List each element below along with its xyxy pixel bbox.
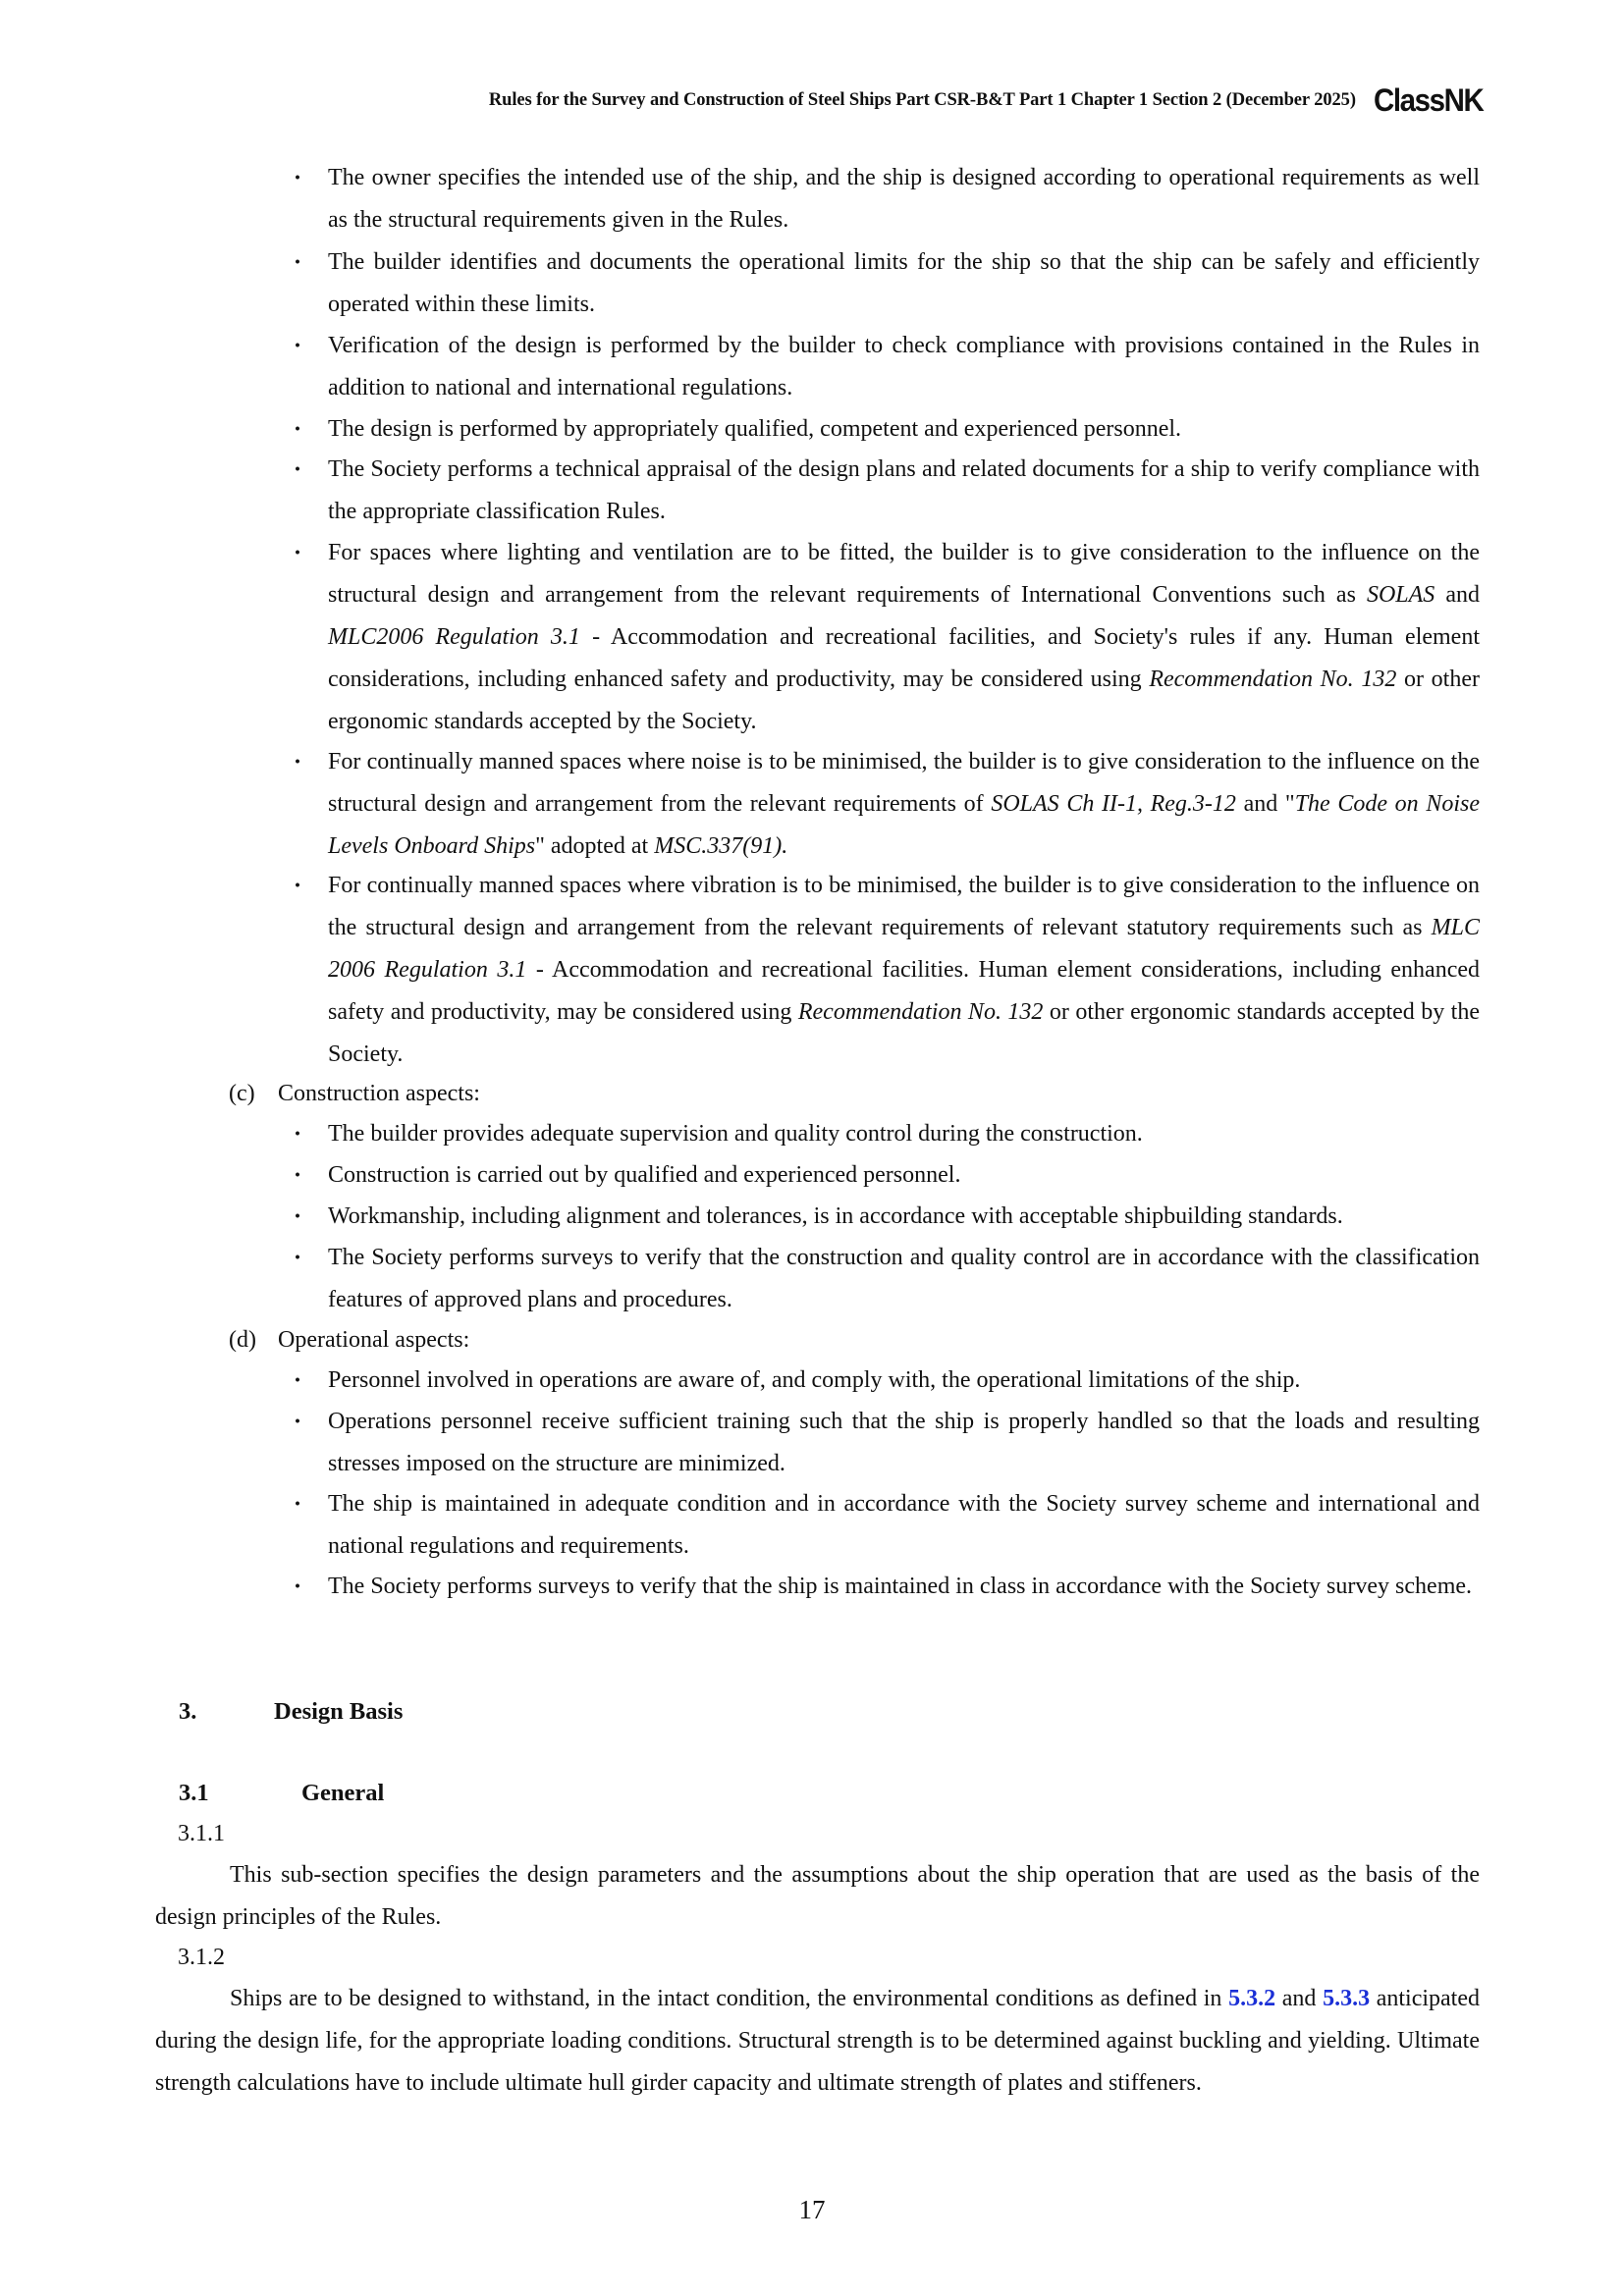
- reference-citation: The Code on Noise Levels Onboard Ships: [328, 791, 1480, 859]
- list-item-text: or other ergonomic standards accepted by the Society.: [328, 999, 1481, 1067]
- paragraph-text: and: [1275, 1986, 1324, 2011]
- paragraph-text: anticipated during the design life, for the appropriate loading conditions. Structural strength is to be determined against buckling and yielding. Ultimate strength calculations have to include ultimate hull girder capacity and ultimate strength of plates and stiffeners.: [155, 1986, 1481, 2096]
- page-number: 17: [798, 2195, 826, 2224]
- list-item: The owner specifies the intended use of the ship, and the ship is designed according to operational requirements as well as the structural requirements given in the Rules.: [328, 165, 1480, 233]
- reference-citation: Recommendation No. 132: [797, 999, 1044, 1025]
- subsection-heading: [179, 1772, 384, 1814]
- item-title: Operational aspects:: [278, 1327, 470, 1353]
- list-item: Operations personnel receive sufficient training such that the ship is properly handled so that the loads and resulting stresses imposed on the structure are minimized.: [328, 1409, 1480, 1476]
- list-item: The Society performs a technical appraisal of the design plans and related documents for a ship to verify compliance with the appropriate classification Rules.: [328, 456, 1480, 524]
- reference-citation: MLC2006 Regulation 3.1: [328, 624, 580, 650]
- bullet-icon: ・: [287, 250, 309, 275]
- subsection-title: General: [301, 1780, 385, 1806]
- list-item: The Society performs surveys to verify that the construction and quality control are in accordance with the classification features of approved plans and procedures.: [328, 1245, 1480, 1312]
- cross-reference-link[interactable]: 5.3.2: [1228, 1986, 1276, 2011]
- header-title: Rules for the Survey and Construction of Steel Ships Part CSR-B&T Part 1 Chapter 1 Section 2 (December 2025): [488, 89, 1356, 110]
- bullet-icon: ・: [287, 1204, 309, 1229]
- bullet-icon: ・: [287, 874, 309, 898]
- bullet-icon: ・: [287, 1492, 309, 1517]
- bullet-icon: ・: [287, 1575, 309, 1599]
- list-item: Workmanship, including alignment and tolerances, is in accordance with acceptable shipbuilding standards.: [328, 1203, 1343, 1229]
- item-label: (c): [229, 1081, 255, 1106]
- reference-citation: Recommendation No. 132: [1149, 667, 1397, 692]
- reference-citation: SOLAS Ch II-1, Reg.3-12: [991, 791, 1236, 817]
- clause-paragraph: [155, 1978, 1480, 2105]
- bullet-icon: ・: [287, 1410, 309, 1434]
- list-item-text: - Accommodation and recreational facilities, and Society's rules if any. Human element considerations, including enhanced safety and productivity, may be considered using: [328, 624, 1481, 692]
- bullet-icon: ・: [287, 1368, 309, 1393]
- list-item-text: For continually manned spaces where vibration is to be minimised, the builder is to give consideration to the influence on the structural design and arrangement from the relevant requirements of relevant statutory requirements such as: [328, 873, 1480, 940]
- bullet-icon: ・: [287, 1246, 309, 1270]
- list-item: [328, 865, 1480, 1076]
- list-item: The builder identifies and documents the operational limits for the ship so that the ship can be safely and efficiently operated within these limits.: [328, 249, 1480, 317]
- bullet-icon: ・: [287, 541, 309, 565]
- cross-reference-link[interactable]: 5.3.3: [1323, 1986, 1371, 2011]
- list-item-text: or other ergonomic standards accepted by the Society.: [328, 667, 1480, 734]
- list-item: Construction is carried out by qualified and experienced personnel.: [328, 1162, 961, 1188]
- subsection-number: 3.1: [179, 1780, 209, 1806]
- list-item: Verification of the design is performed by the builder to check compliance with provisions contained in the Rules in addition to national and international regulations.: [328, 333, 1480, 400]
- list-item-text: and ": [1235, 791, 1295, 817]
- list-item: [328, 532, 1480, 743]
- classnk-logo: ClassNK: [1373, 82, 1484, 118]
- clause-number: 3.1.1: [178, 1821, 225, 1846]
- list-item-text: For spaces where lighting and ventilation are to be fitted, the builder is to give consideration to the influence on the structural design and arrangement from the relevant requirements of International Conventions such as: [328, 540, 1480, 608]
- reference-citation: MSC.337(91).: [654, 833, 788, 859]
- item-title: Construction aspects:: [278, 1081, 480, 1106]
- construction-aspects-heading: [229, 1073, 480, 1115]
- list-item: The design is performed by appropriately qualified, competent and experienced personnel.: [328, 416, 1182, 442]
- bullet-icon: ・: [287, 457, 309, 482]
- bullet-icon: ・: [287, 166, 309, 190]
- section-number: 3.: [179, 1698, 197, 1725]
- item-label: (d): [229, 1327, 256, 1353]
- reference-citation: SOLAS: [1366, 582, 1435, 608]
- operational-aspects-heading: [229, 1319, 469, 1362]
- clause-number: 3.1.2: [178, 1945, 225, 1970]
- bullet-icon: ・: [287, 417, 309, 442]
- clause-paragraph: This sub-section specifies the design parameters and the assumptions about the ship operation that are used as the basis of the design principles of the Rules.: [155, 1862, 1480, 1930]
- list-item: The ship is maintained in adequate condition and in accordance with the Society survey scheme and international and national regulations and requirements.: [328, 1491, 1480, 1559]
- list-item-text: For continually manned spaces where noise is to be minimised, the builder is to give consideration to the influence on the structural design and arrangement from the relevant requirements of: [328, 749, 1480, 817]
- bullet-icon: ・: [287, 1163, 309, 1188]
- bullet-icon: ・: [287, 750, 309, 774]
- reference-citation: MLC 2006 Regulation 3.1: [328, 915, 1480, 983]
- bullet-icon: ・: [287, 334, 309, 358]
- list-item: The builder provides adequate supervision and quality control during the construction.: [328, 1121, 1143, 1147]
- bullet-icon: ・: [287, 1122, 309, 1147]
- paragraph-text: Ships are to be designed to withstand, in the intact condition, the environmental conditions as defined in: [230, 1986, 1229, 2011]
- list-item: [328, 741, 1480, 868]
- list-item-text: " adopted at: [535, 833, 655, 859]
- list-item: The Society performs surveys to verify that the ship is maintained in class in accordance with the Society survey scheme.: [328, 1574, 1473, 1599]
- page-header: [334, 80, 1492, 120]
- section-title: Design Basis: [274, 1698, 404, 1725]
- list-item-text: - Accommodation and recreational facilities. Human element considerations, including enhanced safety and productivity, may be considered using: [328, 957, 1480, 1025]
- list-item-text: and: [1435, 582, 1480, 608]
- section-heading: [179, 1690, 403, 1733]
- list-item: Personnel involved in operations are aware of, and comply with, the operational limitations of the ship.: [328, 1367, 1301, 1393]
